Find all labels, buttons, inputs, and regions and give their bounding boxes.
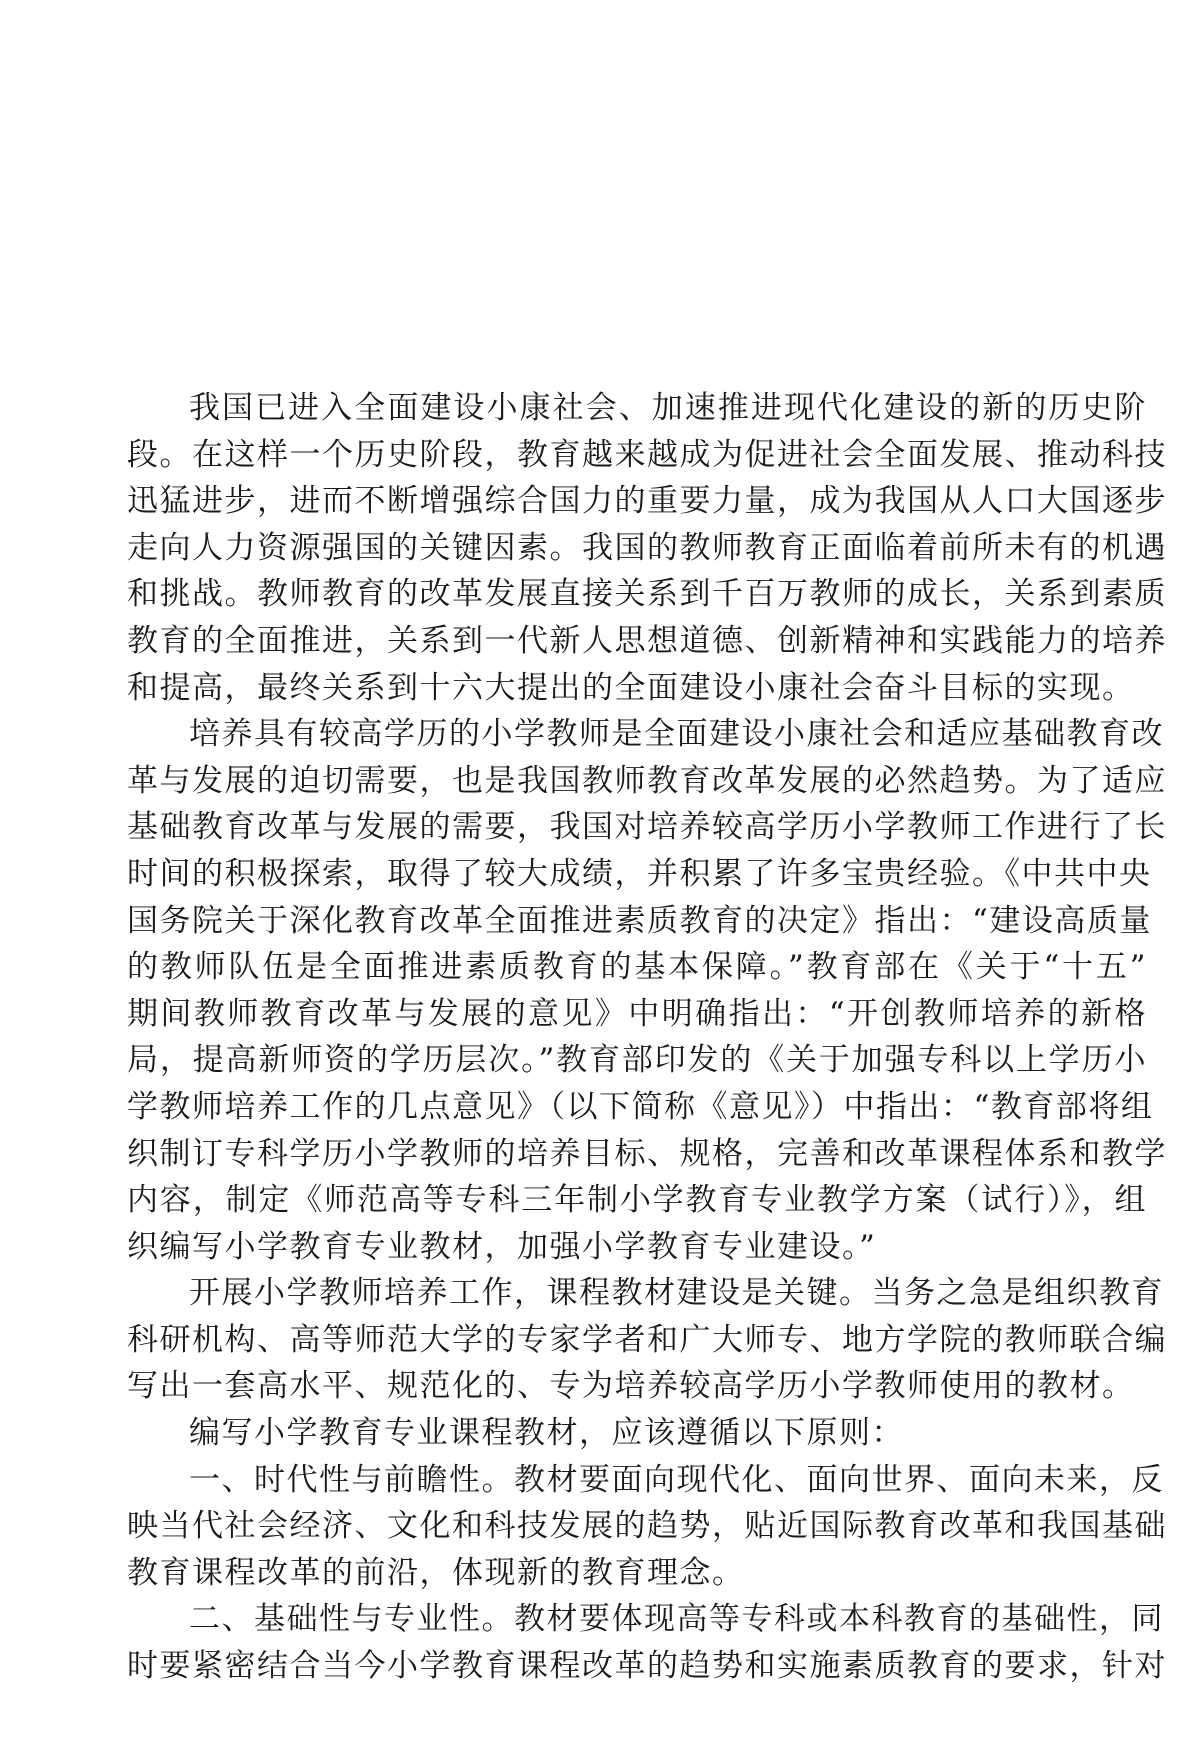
text-line: 时间的积极探索，取得了较大成绩，并积累了许多宝贵经验。《中共中央	[127, 855, 1152, 892]
text-line: 我国已进入全面建设小康社会、加速推进现代化建设的新的历史阶	[189, 390, 1147, 426]
text-line: 国务院关于深化教育改革全面推进素质教育的决定》指出：“建设高质量	[127, 902, 1152, 939]
text-line: 段。在这样一个历史阶段，教育越来越成为促进社会全面发展、推动科技	[127, 436, 1167, 473]
paragraph-5	[127, 1457, 1167, 1597]
text-line: 内容，制定《师范高等专科三年制小学教育专业教学方案（试行）》，组	[127, 1182, 1147, 1219]
text-line: 培养具有较高学历的小学教师是全面建设小康社会和适应基础教育改	[189, 716, 1164, 753]
text-line: 科研机构、高等师范大学的专家学者和广大师专、地方学院的教师联合编	[127, 1321, 1167, 1358]
text-line: 基础教育改革与发展的需要，我国对培养较高学历小学教师工作进行了长	[127, 809, 1167, 846]
text-line: 革与发展的迫切需要，也是我国教师教育改革发展的必然趋势。为了适应	[127, 762, 1167, 799]
text-line: 时要紧密结合当今小学教育课程改革的趋势和实施素质教育的要求，针对	[127, 1648, 1167, 1685]
text-line: 开展小学教师培养工作，课程教材建设是关键。当务之急是组织教育	[189, 1275, 1164, 1312]
text-line: 教育课程改革的前沿，体现新的教育理念。	[127, 1554, 745, 1591]
text-line: 一、时代性与前瞻性。教材要面向现代化、面向世界、面向未来，反	[189, 1461, 1164, 1498]
text-line: 和提高，最终关系到十六大提出的全面建设小康社会奋斗目标的实现。	[127, 669, 1135, 706]
text-line: 走向人力资源强国的关键因素。我国的教师教育正面临着前所未有的机遇	[127, 529, 1167, 566]
text-line: 的教师队伍是全面推进素质教育的基本保障。”教育部在《关于“十五”	[127, 949, 1147, 986]
text-line: 局，提高新师资的学历层次。”教育部印发的《关于加强专科以上学历小	[127, 1042, 1147, 1079]
text-line: 二、基础性与专业性。教材要体现高等专科或本科教育的基础性，同	[189, 1601, 1164, 1638]
text-line: 编写小学教育专业课程教材，应该遵循以下原则：	[189, 1415, 904, 1452]
paragraph-3	[127, 1270, 1167, 1410]
text-line: 期间教师教育改革与发展的意见》中明确指出：“开创教师培养的新格	[127, 995, 1147, 1032]
text-line: 教育的全面推进，关系到一代新人思想道德、创新精神和实践能力的培养	[127, 622, 1167, 659]
paragraph-4	[127, 1410, 1147, 1457]
paragraph-1	[127, 385, 1167, 711]
text-line: 写出一套高水平、规范化的、专为培养较高学历小学教师使用的教材。	[127, 1368, 1135, 1405]
text-line: 迅猛进步，进而不断增强综合国力的重要力量，成为我国从人口大国逐步	[127, 483, 1167, 520]
text-line: 织制订专科学历小学教师的培养目标、规格，完善和改革课程体系和教学	[127, 1135, 1167, 1172]
paragraph-6	[127, 1596, 1167, 1689]
text-line: 织编写小学教育专业教材，加强小学教育专业建设。”	[127, 1228, 877, 1265]
paragraph-2	[127, 711, 1167, 1270]
text-line: 和挑战。教师教育的改革发展直接关系到千百万教师的成长，关系到素质	[127, 576, 1167, 613]
body-text	[127, 385, 1167, 1690]
text-line: 学教师培养工作的几点意见》（以下简称《意见》）中指出：“教育部将组	[127, 1088, 1154, 1125]
text-line: 映当代社会经济、文化和科技发展的趋势，贴近国际教育改革和我国基础	[127, 1508, 1167, 1545]
